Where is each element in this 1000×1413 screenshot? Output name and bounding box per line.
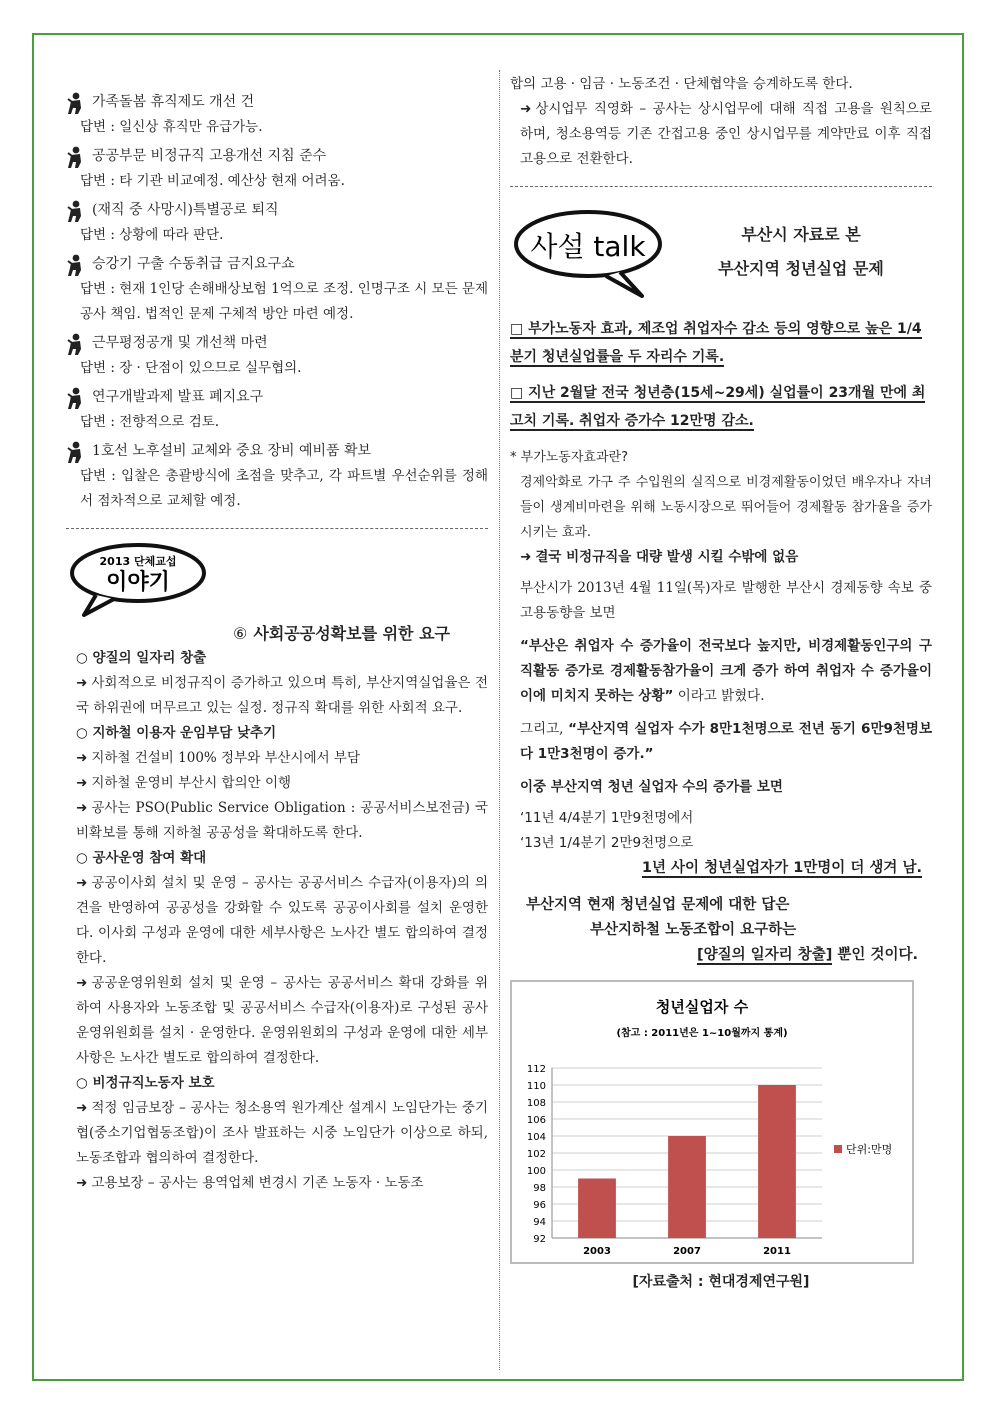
legend-label: 단위:만명: [846, 1143, 893, 1156]
y-tick-label: 102: [526, 1149, 546, 1160]
y-tick-label: 106: [526, 1115, 546, 1126]
paragraph: ➜ 사회적으로 비정규직이 증가하고 있으며 특히, 부산지역실업율은 전국 하위권에 머무르고 있는 실정. 정규직 확대를 위한 사회적 요구.: [76, 675, 488, 716]
demand-item-title: 공공부문 비정규직 고용개선 지침 준수: [66, 144, 488, 169]
paragraph: ➜ 공공이사회 설치 및 운영 – 공사는 공공서비스 수급자(이용자)의 의견을 반영하여 공공성을 강화할 수 있도록 공공이사회를 설치 운영한다. 이사회 구성과 운영에 대한 세부사항은 노사간 별도 합의하여 결정한다.: [76, 875, 488, 966]
y-tick-label: 96: [533, 1200, 546, 1211]
arrow-icon: ➜: [76, 875, 88, 891]
demand-item-title: 근무평정공개 및 개선책 마련: [66, 331, 488, 356]
y-tick-label: 92: [533, 1234, 546, 1245]
demand-item-title: 가족돌봄 휴직제도 개선 건: [66, 90, 488, 115]
sub-heading: ○ 공사운영 참여 확대: [76, 850, 207, 866]
paragraph: ➜ 지하철 건설비 100% 정부와 부산시에서 부담: [76, 750, 361, 766]
sub-section-2: [66, 721, 488, 846]
paragraph: ➜ 상시업무 직영화 – 공사는 상시업무에 대해 직접 고용을 원칙으로 하며, 청소용역등 기존 간접고용 중인 상시업무를 계약만료 이후 직접고용으로 전환한다.: [520, 101, 932, 167]
paragraph: ➜ 공공운영위원회 설치 및 운영 – 공사는 공공서비스 확대 강화를 위하여 사용자와 노동조합 및 공공서비스 수급자(이용자)로 구성된 공사운영위원회를 설치 · 운영한다. 운영위원회의 구성과 운영에 대한 세부사항은 노사간 별도로 합의하여 결정한다.: [76, 975, 488, 1066]
paragraph: ➜ 고용보장 – 공사는 용역업체 변경시 기존 노동자 · 노동조: [76, 1175, 424, 1191]
note-conclusion: ➜ 결국 비정규직을 대량 발생 시킬 수밖에 없음: [520, 549, 799, 565]
demand-item-answer: 답변 : 상황에 따라 판단.: [80, 227, 224, 243]
talk-bubble-icon: [510, 202, 670, 302]
arrow-icon: ➜: [76, 800, 88, 816]
section-heading: [66, 621, 488, 646]
editorial-title: 부산시 자료로 본 부산지역 청년실업 문제: [718, 225, 884, 278]
summary-item-1: □ 부가노동자 효과, 제조업 취업자수 감소 등의 영향으로 높은 1/4분기 청년실업률을 두 자리수 기록.: [510, 321, 922, 365]
section-number: ⑥: [233, 624, 248, 643]
y-tick-label: 98: [533, 1183, 546, 1194]
answer-line-3: [양질의 일자리 창출] 뿐인 것이다.: [696, 947, 918, 963]
paragraph: ➜ 공사는 PSO(Public Service Obligation : 공공서비스보전금) 국비확보를 통해 지하철 공공성을 확대하도록 한다.: [76, 800, 488, 841]
note-heading: * 부가노동자효과란?: [510, 450, 628, 465]
stat-line: ‘11년 4/4분기 1만9천명에서: [520, 810, 694, 826]
demand-item-title: 승강기 구출 수동취급 금지요구쇼: [66, 252, 488, 277]
sub-section-3: [66, 846, 488, 1071]
worker-figure-icon: [66, 440, 84, 464]
demand-item-title: 연구개발과제 발표 폐지요구: [66, 385, 488, 410]
youth-unemployment-chart: [510, 980, 914, 1264]
demand-item-answer: 답변 : 현재 1인당 손해배상보험 1억으로 조정. 인명구조 시 모든 문제 공사 책임. 법적인 문제 구체적 방안 마련 예정.: [80, 281, 488, 322]
x-tick-label: 2007: [673, 1246, 701, 1257]
stat-line: ‘13년 1/4분기 2만9천명으로: [520, 835, 694, 851]
talk-bubble-text: 사설 talk: [530, 230, 646, 263]
demand-item-answer: 답변 : 일신상 휴직만 유급가능.: [80, 119, 263, 135]
column-divider: [499, 70, 500, 1370]
quote-paragraph: 그리고, “부산지역 실업자 수가 8만1천명으로 전년 동기 6만9천명보다 1만3천명이 증가.”: [520, 721, 932, 762]
bubble-line2: 이야기: [106, 570, 170, 595]
y-tick-label: 110: [526, 1081, 546, 1092]
right-column: [510, 72, 932, 1295]
sub-section-4: [66, 1071, 488, 1196]
y-tick-label: 108: [526, 1098, 546, 1109]
divider: [510, 186, 932, 187]
continued-text: 합의 고용 · 임금 · 노동조건 · 단체협약을 승계하도록 한다.: [510, 76, 853, 92]
worker-figure-icon: [66, 386, 84, 410]
legend-swatch: [834, 1145, 842, 1153]
x-tick-label: 2011: [763, 1246, 791, 1257]
left-column: [66, 86, 488, 1196]
arrow-icon: ➜: [76, 1175, 88, 1191]
arrow-icon: ➜: [76, 675, 88, 691]
arrow-icon: ➜: [76, 750, 88, 766]
demand-item-answer: 답변 : 장 · 단점이 있으므로 실무협의.: [80, 360, 302, 376]
bar-2007: [668, 1136, 706, 1238]
paragraph: ➜ 지하철 운영비 부산시 합의안 이행: [76, 775, 292, 791]
speech-bubble-icon: [66, 539, 226, 619]
paragraph: ➜ 적정 임금보장 – 공사는 청소용역 원가계산 설계시 노임단가는 중기협(중소기업협동조합)이 조사 발표하는 시중 노임단가 이상으로 하되, 노동조합과 협의하여 결정한다.: [76, 1100, 488, 1166]
worker-figure-icon: [66, 253, 84, 277]
paragraph: 부산시가 2013년 4월 11일(목)자로 발행한 부산시 경제동향 속보 중 고용동향을 보면: [520, 580, 932, 621]
answer-line-1: 부산지역 현재 청년실업 문제에 대한 답은: [526, 897, 790, 913]
worker-figure-icon: [66, 199, 84, 223]
bar-2003: [578, 1179, 616, 1239]
sub-heading: ○ 지하철 이용자 운임부담 낮추기: [76, 725, 277, 741]
bar-2011: [758, 1085, 796, 1238]
demand-item-title: (재직 중 사망시)특별공로 퇴직: [66, 198, 488, 223]
editorial-header: [510, 197, 932, 307]
paragraph: 이중 부산지역 청년 실업자 수의 증가를 보면: [520, 779, 783, 795]
arrow-icon: ➜: [76, 975, 88, 991]
x-tick-label: 2003: [583, 1246, 611, 1257]
answer-line-2: 부산지하철 노동조합이 요구하는: [590, 922, 797, 938]
demand-list: [66, 90, 488, 514]
demand-item-title: 1호선 노후설비 교체와 중요 장비 예비품 확보: [66, 439, 488, 464]
arrow-icon: ➜: [520, 549, 532, 565]
y-tick-label: 112: [526, 1064, 546, 1075]
worker-figure-icon: [66, 332, 84, 356]
arrow-icon: ➜: [520, 101, 532, 117]
demand-item-answer: 답변 : 전향적으로 검토.: [80, 414, 220, 430]
bargaining-bubble: [66, 539, 488, 621]
quote-paragraph: “부산은 취업자 수 증가율이 전국보다 높지만, 비경제활동인구의 구직활동 증가로 경제활동참가율이 크게 증가 하여 취업자 수 증가율이 이에 미치지 못하는 상황” 이라고 밝혔다.: [520, 638, 932, 704]
source-caption: [자료출처 : 현대경제연구원]: [632, 1274, 810, 1290]
sub-section-1: [66, 646, 488, 721]
sub-heading: ○ 비정규직노동자 보호: [76, 1075, 215, 1091]
arrow-icon: ➜: [76, 775, 88, 791]
arrow-icon: ➜: [76, 1100, 88, 1116]
chart-title: 청년실업자 수: [655, 998, 749, 1016]
section-title: 사회공공성확보를 위한 요구: [253, 624, 450, 643]
note-body: 경제악화로 가구 주 수입원의 실직으로 비경제활동이었던 배우자나 자녀들이 생계비마련을 위해 노동시장으로 뛰어들어 경제활동 참가율을 증가시키는 효과.: [520, 475, 932, 540]
bubble-line1: 2013 단체교섭: [99, 555, 177, 568]
divider: [66, 528, 488, 529]
demand-item-answer: 답변 : 입찰은 총괄방식에 초점을 맞추고, 각 파트별 우선순위를 정해서 점차적으로 교체할 예정.: [80, 468, 488, 509]
demand-item-answer: 답변 : 타 기관 비교예정. 예산상 현재 어려움.: [80, 173, 345, 189]
y-tick-label: 94: [533, 1217, 546, 1228]
y-tick-label: 104: [526, 1132, 546, 1143]
chart-subtitle: (참고 : 2011년은 1~10월까지 통계): [616, 1028, 788, 1039]
worker-figure-icon: [66, 145, 84, 169]
summary-item-2: □ 지난 2월달 전국 청년층(15세~29세) 실업률이 23개월 만에 최고치 기록. 취업자 증가수 12만명 감소.: [510, 385, 926, 429]
stat-conclusion: 1년 사이 청년실업자가 1만명이 더 생겨 남.: [641, 860, 922, 876]
y-tick-label: 100: [526, 1166, 546, 1177]
sub-heading: ○ 양질의 일자리 창출: [76, 650, 207, 666]
worker-figure-icon: [66, 91, 84, 115]
chart-svg: [512, 982, 908, 1258]
